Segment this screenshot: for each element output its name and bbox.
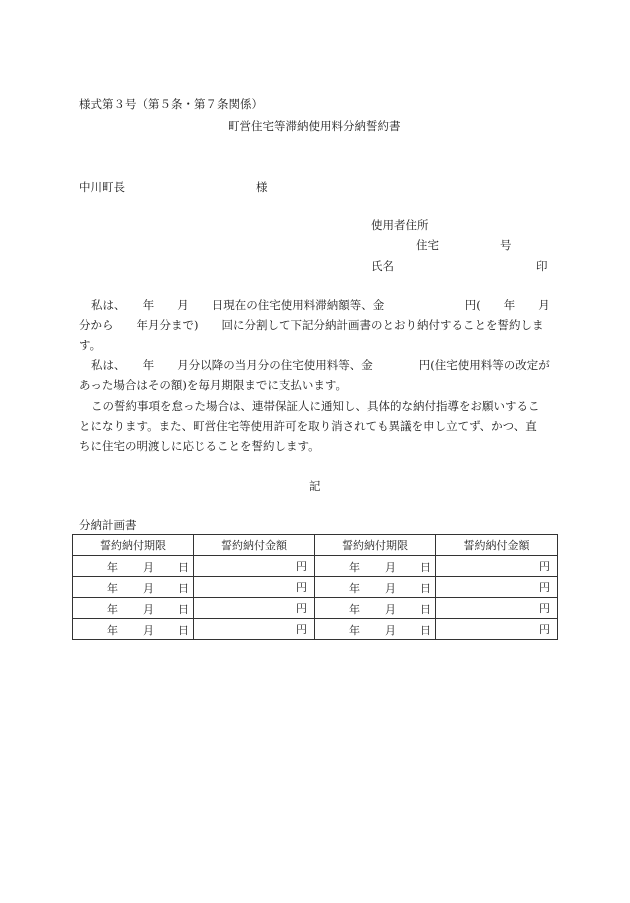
table-row (73, 556, 558, 577)
year-unit: 年 (349, 624, 360, 637)
due-date-cell (73, 577, 194, 598)
body-line: す。 (79, 338, 102, 352)
installment-plan-table (72, 534, 558, 640)
amount-cell: 円 (436, 598, 558, 619)
due-date-cell (73, 598, 194, 619)
header-cell: 誓約納付金額 (194, 535, 315, 556)
applicant-housing-label: 住宅 (416, 238, 439, 252)
table-row (73, 577, 558, 598)
day-unit: 日 (178, 624, 189, 637)
ki-mark: 記 (309, 479, 321, 493)
header-cell: 誓約納付金額 (436, 535, 558, 556)
addressee-honorific: 様 (256, 180, 268, 194)
due-date-cell (315, 598, 436, 619)
applicant-name-label: 氏名 (371, 259, 394, 273)
seal-label: 印 (536, 259, 548, 273)
amount-cell: 円 (194, 598, 315, 619)
day-unit: 日 (420, 624, 431, 637)
day-unit: 日 (420, 603, 431, 616)
header-cell: 誓約納付期限 (73, 535, 194, 556)
table-header-row (73, 535, 558, 556)
month-unit: 月 (143, 561, 154, 574)
month-unit: 月 (143, 582, 154, 595)
month-unit: 月 (385, 603, 396, 616)
day-unit: 日 (178, 561, 189, 574)
applicant-address-label: 使用者住所 (371, 218, 429, 232)
year-unit: 年 (349, 603, 360, 616)
document-title: 町営住宅等滞納使用料分納誓約書 (228, 119, 401, 133)
body-line: 私は、 年 月 日現在の住宅使用料滞納額等、金 円( 年 月 (91, 298, 550, 312)
form-number: 様式第３号（第５条・第７条関係） (79, 97, 263, 111)
amount-cell: 円 (436, 556, 558, 577)
body-line: 分から 年月分まで) 回に分割して下記分納計画書のとおり納付することを誓約しま (79, 318, 544, 332)
year-unit: 年 (107, 561, 118, 574)
due-date-cell (315, 556, 436, 577)
amount-cell: 円 (194, 619, 315, 640)
year-unit: 年 (107, 582, 118, 595)
year-unit: 年 (349, 582, 360, 595)
day-unit: 日 (178, 582, 189, 595)
day-unit: 日 (420, 561, 431, 574)
due-date-cell (73, 619, 194, 640)
header-cell: 誓約納付期限 (315, 535, 436, 556)
body-line: あった場合はその額)を毎月期限までに支払います。 (79, 378, 347, 392)
table-row (73, 619, 558, 640)
month-unit: 月 (143, 603, 154, 616)
month-unit: 月 (385, 624, 396, 637)
year-unit: 年 (107, 624, 118, 637)
body-line: とになります。また、町営住宅等使用許可を取り消されても異議を申し立てず、かつ、直 (79, 419, 537, 433)
due-date-cell (315, 619, 436, 640)
plan-title: 分納計画書 (79, 518, 137, 532)
month-unit: 月 (143, 624, 154, 637)
due-date-cell (315, 577, 436, 598)
body-line: この誓約事項を怠った場合は、連帯保証人に通知し、具体的な納付指導をお願いするこ (91, 399, 540, 413)
applicant-number-label: 号 (500, 238, 512, 252)
month-unit: 月 (385, 561, 396, 574)
day-unit: 日 (420, 582, 431, 595)
amount-cell: 円 (194, 577, 315, 598)
amount-cell: 円 (436, 619, 558, 640)
amount-cell: 円 (436, 577, 558, 598)
amount-cell: 円 (194, 556, 315, 577)
body-line: ちに住宅の明渡しに応じることを誓約します。 (79, 439, 320, 453)
body-line: 私は、 年 月分以降の当月分の住宅使用料等、金 円(住宅使用料等の改定が (91, 358, 550, 372)
year-unit: 年 (349, 561, 360, 574)
year-unit: 年 (107, 603, 118, 616)
day-unit: 日 (178, 603, 189, 616)
addressee-label: 中川町長 (79, 180, 125, 194)
month-unit: 月 (385, 582, 396, 595)
table-row (73, 598, 558, 619)
due-date-cell (73, 556, 194, 577)
